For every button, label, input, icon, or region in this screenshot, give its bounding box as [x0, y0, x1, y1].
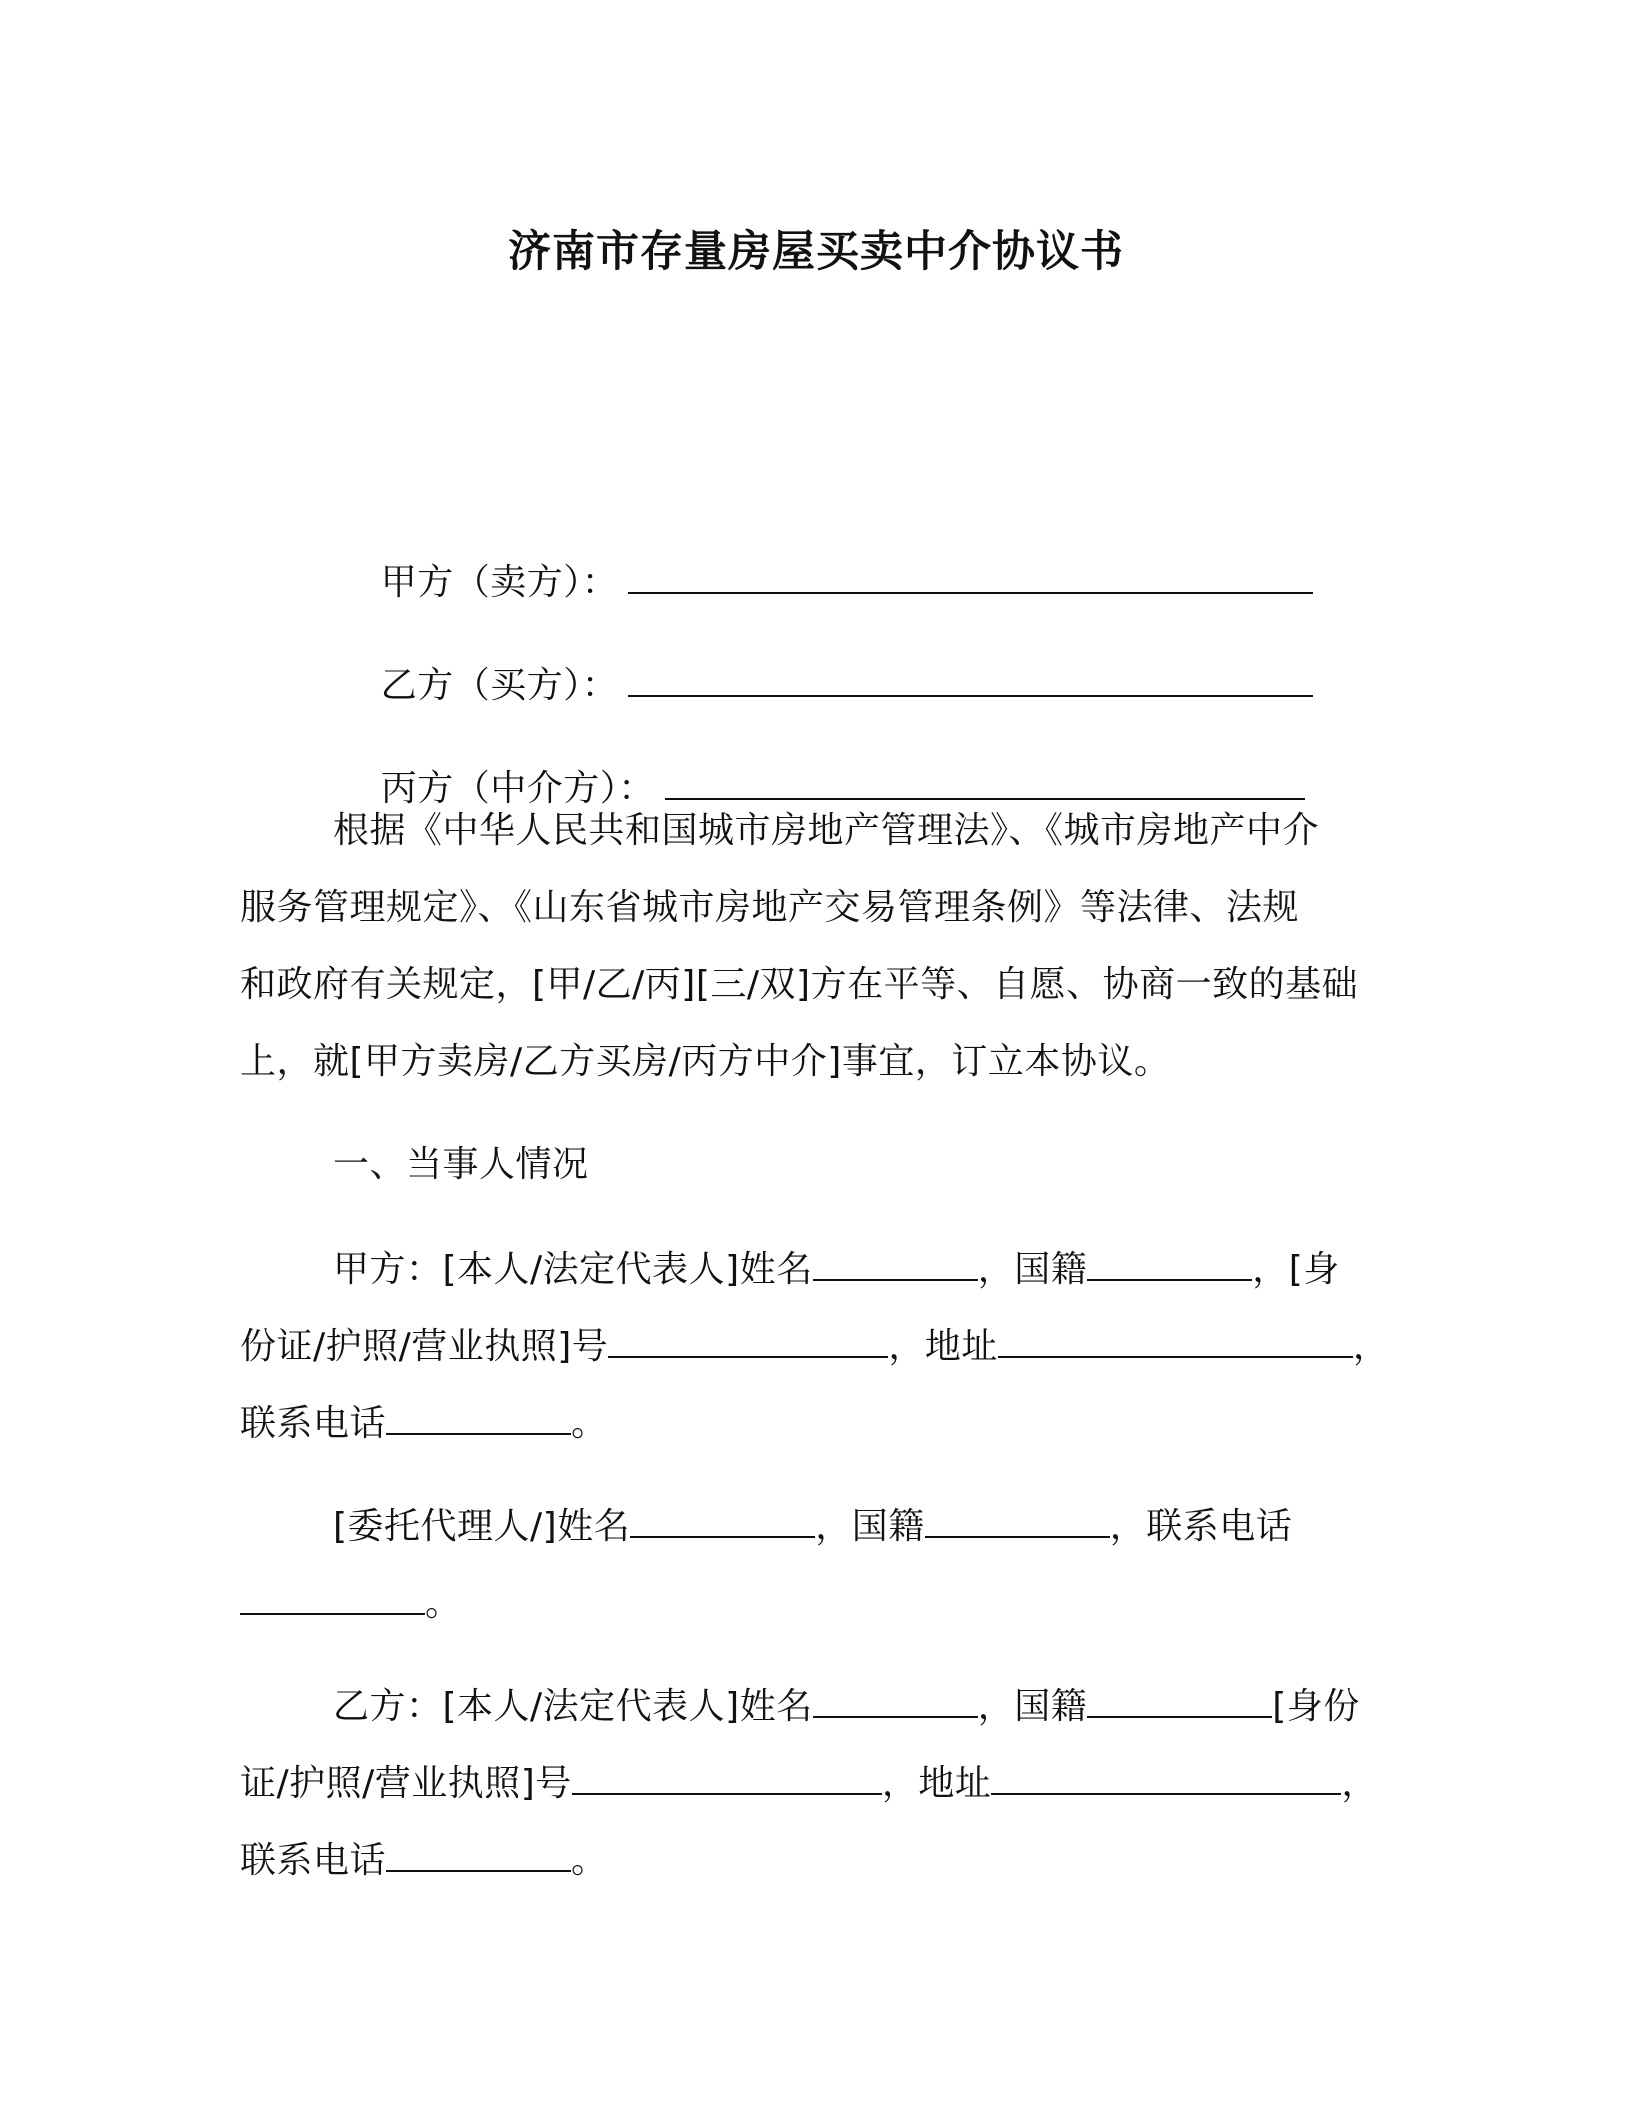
agent-nationality-blank: [925, 1500, 1110, 1538]
agent-phone-label: ，联系电话: [1109, 1506, 1293, 1547]
agent-name-label: [委托代理人/]姓名: [333, 1506, 631, 1547]
party-b-nationality-blank: [1087, 1680, 1272, 1718]
section-1-heading: 一、当事人情况: [333, 1144, 589, 1185]
party-b-period: 。: [571, 1840, 608, 1881]
party-a-nationality-label: ，国籍: [977, 1249, 1088, 1290]
party-a-period: 。: [571, 1403, 608, 1444]
party-a-label: 甲方（卖方）：: [380, 562, 619, 603]
party-b-blank: [628, 655, 1313, 697]
preamble-line-1: 根据《中华人民共和国城市房地产管理法》、《城市房地产中介: [333, 810, 1320, 851]
party-a-address-label: ，地址: [888, 1326, 998, 1367]
party-a-address-blank: [998, 1320, 1353, 1358]
party-a-name-label: 甲方：[本人/法定代表人]姓名: [333, 1249, 813, 1290]
party-b-detail-line-2: [240, 1757, 1378, 1810]
party-b-name-blank: [813, 1680, 978, 1718]
party-a-detail-line-3: [240, 1397, 608, 1450]
party-a-nationality-blank: [1087, 1243, 1252, 1281]
agent-phone-blank: [240, 1577, 425, 1615]
agent-name-blank: [630, 1500, 815, 1538]
party-b-id-blank: [572, 1757, 882, 1795]
party-b-phone-blank: [386, 1834, 571, 1872]
party-b-address-label: ，地址: [881, 1763, 992, 1804]
agent-detail-line-2: [240, 1577, 462, 1630]
party-a-detail-line-2: [240, 1320, 1389, 1373]
party-a-blank: [628, 552, 1313, 594]
preamble-line-4: 上，就[甲方卖房/乙方买房/丙方中介]事宜，订立本协议。: [240, 1041, 1171, 1082]
party-b-address-blank: [991, 1757, 1341, 1795]
party-a-detail-line-1: [333, 1243, 1340, 1296]
party-b-phone-label: 联系电话: [240, 1840, 387, 1881]
party-a-phone-blank: [386, 1397, 571, 1435]
party-b-detail-line-3: [240, 1834, 608, 1887]
agent-detail-line-1: [333, 1500, 1292, 1553]
party-b-id-label-end: 证/护照/营业执照]号: [240, 1763, 572, 1804]
party-b-label: 乙方（买方）：: [380, 665, 619, 706]
document-title: 济南市存量房屋买卖中介协议书: [508, 227, 1124, 277]
preamble-line-2: 服务管理规定》、《山东省城市房地产交易管理条例》等法律、法规: [240, 887, 1300, 928]
party-b-name-label: 乙方：[本人/法定代表人]姓名: [333, 1686, 813, 1727]
party-a-phone-label: 联系电话: [240, 1403, 387, 1444]
party-b-id-label-start: [身份: [1272, 1686, 1360, 1727]
party-b-comma: ，: [1341, 1763, 1378, 1804]
party-a-id-label-end: 份证/护照/营业执照]号: [240, 1326, 609, 1367]
party-a-id-blank: [608, 1320, 888, 1358]
party-b-nationality-label: ，国籍: [977, 1686, 1088, 1727]
agent-period: 。: [425, 1583, 462, 1624]
party-b-detail-line-1: [333, 1680, 1360, 1733]
party-a-comma: ，: [1352, 1326, 1390, 1367]
party-a-id-label-start: ，[身: [1252, 1249, 1340, 1290]
preamble-line-3: 和政府有关规定，[甲/乙/丙][三/双]方在平等、自愿、协商一致的基础: [240, 964, 1359, 1005]
agent-nationality-label: ，国籍: [815, 1506, 925, 1547]
party-c-blank: [665, 758, 1305, 800]
party-a-name-blank: [813, 1243, 978, 1281]
party-c-label: 丙方（中介方）：: [380, 768, 655, 809]
